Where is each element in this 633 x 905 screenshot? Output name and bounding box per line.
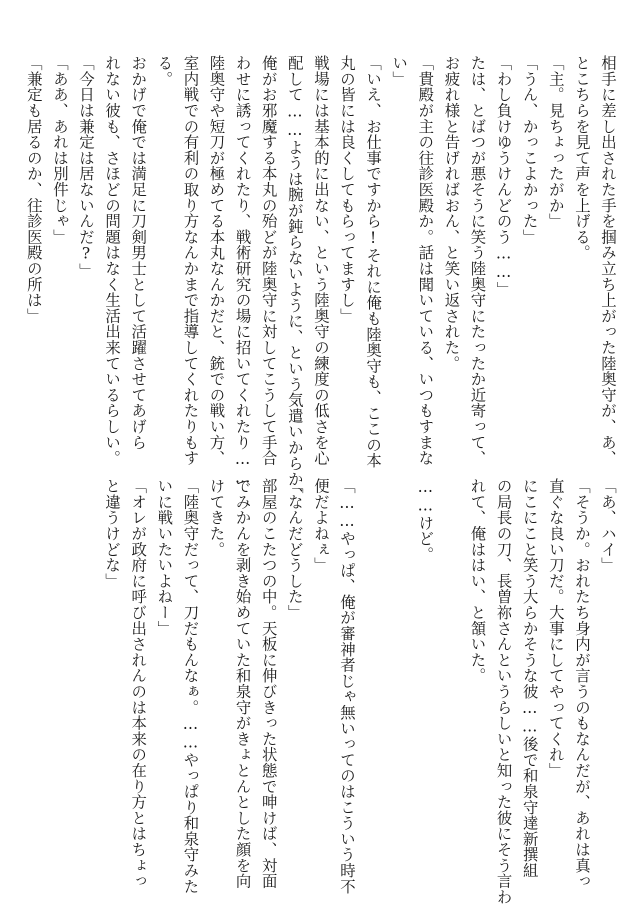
top-text-column: お疲れ様と告げればおん、と笑い返された。 <box>442 55 461 371</box>
bottom-text-column: でみかんを剥き始めていた和泉守がきょとんとした顔を向 <box>233 478 252 889</box>
bottom-text-column <box>360 478 386 888</box>
top-text-column: 俺がお邪魔する本丸の殆どが陸奥守に対してこうして手合 <box>259 55 278 466</box>
bottom-text-column: れて、俺ははい、と頷いた。 <box>468 478 487 684</box>
bottom-text-column: 直ぐな良い刀だ。大事にしてやってくれ」 <box>546 478 565 779</box>
top-text-column: わせに誘ってくれたり、戦術研究の場に招いてくれたり…… <box>233 55 252 487</box>
bottom-text-column: 「なんだどうした」 <box>285 478 304 621</box>
bottom-text-column: 便だよねぇ」 <box>311 478 330 573</box>
top-text-column: 「主。見ちょったがか」 <box>546 55 565 229</box>
top-text-column: 戦場には基本的に出ない、という陸奥守の練度の低さを心 <box>311 55 330 466</box>
bottom-text-column: けてきた。 <box>207 478 226 557</box>
top-text-column: る。 <box>155 55 174 87</box>
bottom-text-column: の局長の刀、長曽祢さんというらしいと知った彼にそう言わ <box>494 478 513 905</box>
top-text-column: い」 <box>390 55 409 87</box>
bottom-text-column: 部屋のこたつの中。天板に伸びきった状態で呻けば、対面 <box>259 478 278 889</box>
top-text-column: 丸の皆には良くしてもらってますし」 <box>338 55 356 324</box>
bottom-text-column: いに戦いたいよねー」 <box>155 478 174 636</box>
top-text-column: 「ああ、あれは別件じゃ」 <box>50 55 69 245</box>
bottom-text-column: 「あ、ハイ」 <box>599 478 617 573</box>
top-text-column: たは、とばつが悪そうに笑う陸奥守にたったか近寄って、 <box>468 55 487 466</box>
top-text-column: とこちらを見て声を上げる。 <box>572 55 591 261</box>
top-text-column: 相手に差し出された手を掴み立ち上がった陸奥守が、あ、 <box>599 55 617 466</box>
bottom-text-column: 「……やっぱ、俺が審神者じゃ無いってのはこういう時不 <box>338 478 356 894</box>
bottom-text-column <box>438 478 464 888</box>
bottom-text-column <box>386 478 412 888</box>
bottom-text-column: と違うけどな」 <box>103 478 122 589</box>
top-text-column: おかげで俺では満足に刀剣男士として活躍させてあげら <box>129 55 148 450</box>
bottom-text-column: 「そうか。おれたち身内が言うのもなんだが、あれは真っ <box>572 478 591 889</box>
bottom-text-column: にこにこと笑う大らかそうな彼……後で和泉守達新撰組 <box>520 478 539 879</box>
top-text-column: 陸奥守や短刀が極めてる本丸なんかだと、銃での戦い方、 <box>207 55 226 466</box>
top-text-column: 「兼定も居るのか、往診医殿の所は」 <box>24 55 43 324</box>
top-text-column: 「貴殿が主の往診医殿か。話は聞いている、いつもすまな <box>416 55 435 466</box>
top-text-column: 配して……ようは腕が鈍らないように、という気遣いからか、 <box>285 55 304 503</box>
bottom-text-column: 「オレが政府に呼び出されんのは本来の在り方とはちょっ <box>129 478 148 889</box>
top-text-column: 「今日は兼定は居ないんだ?」 <box>77 55 95 279</box>
top-text-column: 「いえ、お仕事ですから!それに俺も陸奥守も、ここの本 <box>364 55 383 469</box>
top-text-column: 「わし負けゆうけんどのう……」 <box>494 55 513 298</box>
top-text-column: 「うん、かっこよかった」 <box>520 55 539 245</box>
bottom-text-column: ……けど。 <box>416 478 435 563</box>
top-text-column: 室内戦での有利の取り方なんかまで指導してくれたりもす <box>181 55 200 466</box>
top-text-column: れない彼も、さほどの問題はなく生活出来ているらしい。 <box>103 55 122 466</box>
bottom-text-column: 「陸奥守だって、刀だもんなぁ。……やっぱり和泉守みた <box>181 478 200 894</box>
